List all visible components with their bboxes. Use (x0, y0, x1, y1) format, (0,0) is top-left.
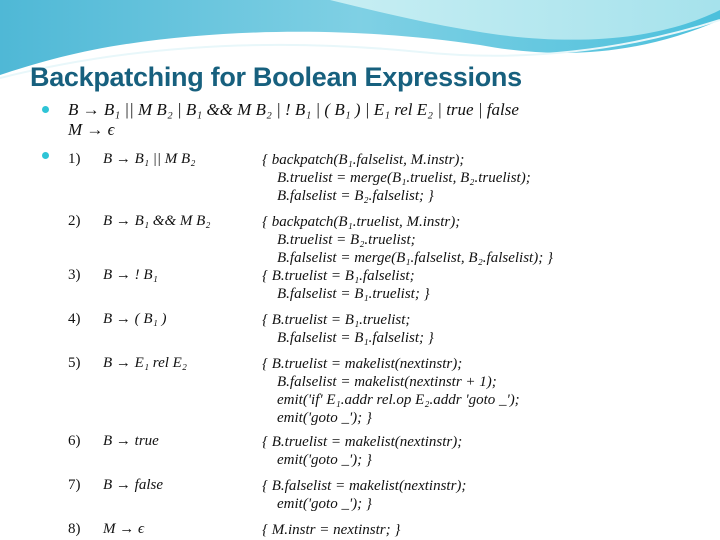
slide-title: Backpatching for Boolean Expressions (30, 62, 522, 92)
rule-actions (262, 267, 430, 303)
rule-number: 8) (68, 521, 81, 537)
action-line: B.falselist = B₁.truelist; } (277, 286, 430, 302)
rule-number: 2) (68, 213, 81, 229)
rule-number: 5) (68, 355, 81, 371)
rule-actions (262, 477, 466, 513)
rule-production: B → E₁ rel E₂ (103, 355, 188, 371)
action-line: { B.truelist = makelist(nextinstr); (262, 356, 463, 372)
rule-production: B → B₁ && M B₂ (103, 213, 211, 229)
rule-actions (262, 311, 434, 347)
action-line: { B.falselist = makelist(nextinstr); (262, 478, 467, 494)
rule-number: 7) (68, 477, 81, 493)
rule-number: 6) (68, 433, 81, 449)
rule-number: 4) (68, 311, 81, 327)
action-line: { backpatch(B₁.truelist, M.instr); (262, 214, 461, 230)
action-line: B.falselist = makelist(nextinstr + 1); (277, 374, 497, 390)
rule-production: B → ( B₁ ) (103, 311, 167, 327)
grammar-line-1: B → B₁ || M B₂ | B₁ && M B₂ | ! B₁ | ( B₁ ) | E₁ rel E₂ | true | false (68, 100, 519, 119)
action-line: emit('goto _'); } (277, 496, 372, 512)
grammar-line-2: M → ϵ (68, 120, 115, 139)
rule-actions (262, 433, 462, 469)
action-line: { B.truelist = B₁.falselist; (262, 268, 415, 284)
rule-actions (262, 151, 531, 205)
rule-production: B → false (103, 477, 163, 493)
rule-number: 3) (68, 267, 81, 283)
rule-actions (262, 521, 400, 539)
rule-actions (262, 355, 520, 427)
rule-production: B → ! B₁ (103, 267, 158, 283)
action-line: B.truelist = B₂.truelist; (277, 232, 416, 248)
action-line: emit('goto _'); } (277, 410, 372, 426)
action-line: { B.truelist = makelist(nextinstr); (262, 434, 463, 450)
action-line: B.falselist = B₁.falselist; } (277, 330, 434, 346)
action-line: emit('goto _'); } (277, 452, 372, 468)
bullet-icon (42, 152, 49, 159)
rule-production: M → ϵ (103, 521, 145, 537)
rule-actions (262, 213, 553, 267)
action-line: { backpatch(B₁.falselist, M.instr); (262, 152, 465, 168)
action-line: B.falselist = merge(B₁.falselist, B₂.falselist); } (277, 250, 553, 266)
action-line: { B.truelist = B₁.truelist; (262, 312, 411, 328)
action-line: B.truelist = merge(B₁.truelist, B₂.truelist); (277, 170, 531, 186)
rule-number: 1) (68, 151, 81, 167)
rule-production: B → true (103, 433, 159, 449)
action-line: { M.instr = nextinstr; } (262, 522, 401, 538)
grammar-image (62, 98, 672, 143)
bullet-icon (42, 106, 49, 113)
action-line: emit('if' E₁.addr rel.op E₂.addr 'goto _'); (277, 392, 520, 408)
action-line: B.falselist = B₂.falselist; } (277, 188, 434, 204)
rule-production: B → B₁ || M B₂ (103, 151, 196, 167)
